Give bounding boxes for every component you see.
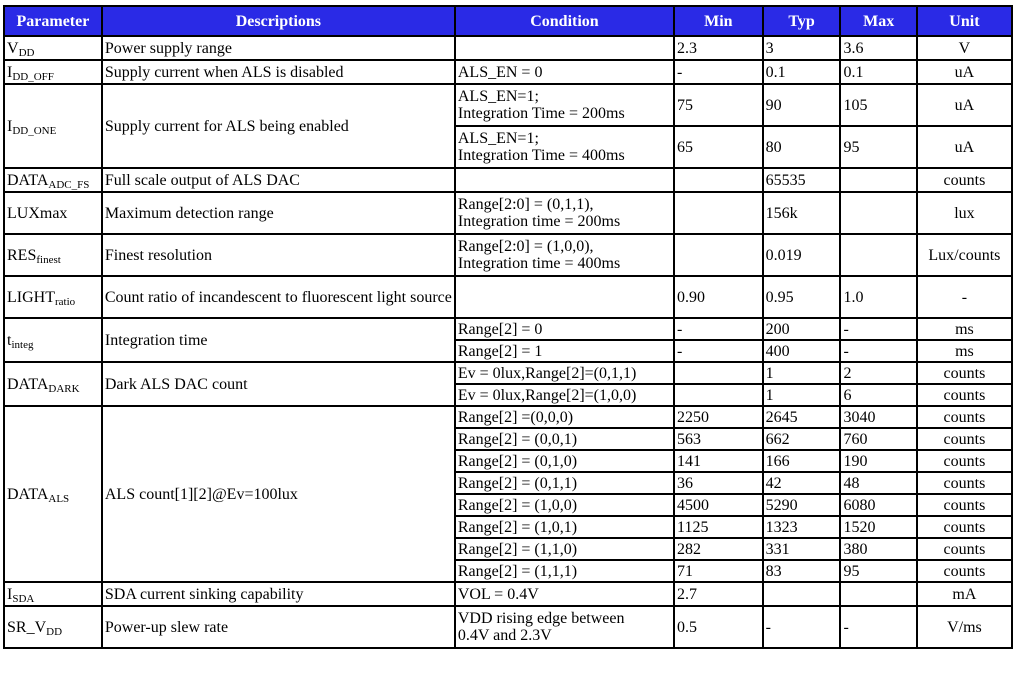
cell-description: Count ratio of incandescent to fluorescent light source — [102, 276, 455, 318]
cell-typ: 662 — [763, 428, 841, 450]
cell-description: Power-up slew rate — [102, 606, 455, 648]
cell-typ: 1 — [763, 384, 841, 406]
cell-min: 141 — [674, 450, 763, 472]
cell-typ: 2645 — [763, 406, 841, 428]
cell-min: 2250 — [674, 406, 763, 428]
table-row — [4, 168, 1012, 192]
cell-min — [674, 234, 763, 276]
cell-min: - — [674, 340, 763, 362]
cell-description: Full scale output of ALS DAC — [102, 168, 455, 192]
cell-unit: counts — [917, 494, 1012, 516]
spec-sheet — [3, 5, 1013, 649]
table-row — [4, 582, 1012, 606]
cell-typ: 200 — [763, 318, 841, 340]
cell-condition — [455, 36, 674, 60]
cell-unit: counts — [917, 560, 1012, 582]
cell-unit: uA — [917, 84, 1012, 126]
table-row — [4, 276, 1012, 318]
cell-unit: V/ms — [917, 606, 1012, 648]
cell-unit: mA — [917, 582, 1012, 606]
cell-min: 36 — [674, 472, 763, 494]
header-typ: Typ — [763, 6, 841, 36]
cell-description: Supply current for ALS being enabled — [102, 84, 455, 168]
cell-max: 1520 — [840, 516, 916, 538]
cell-max: - — [840, 606, 916, 648]
cell-max: 0.1 — [840, 60, 916, 84]
parameter-subscript: integ — [11, 338, 34, 351]
parameter-symbol: DATA — [7, 375, 49, 393]
cell-condition: Ev = 0lux,Range[2]=(0,1,1) — [455, 362, 674, 384]
table-row — [4, 606, 1012, 648]
cell-unit: ms — [917, 340, 1012, 362]
cell-max: 105 — [840, 84, 916, 126]
cell-description: Maximum detection range — [102, 192, 455, 234]
parameter-symbol: LUXmax — [7, 204, 68, 222]
parameter-symbol: I — [7, 63, 13, 81]
cell-condition — [455, 276, 674, 318]
cell-parameter — [4, 276, 102, 318]
cell-typ: 80 — [763, 126, 841, 168]
cell-typ: 400 — [763, 340, 841, 362]
cell-condition: Range[2] = (1,0,1) — [455, 516, 674, 538]
cell-unit: uA — [917, 60, 1012, 84]
parameter-subscript: ALS — [48, 492, 70, 505]
cell-min: 563 — [674, 428, 763, 450]
electrical-characteristics-table — [3, 5, 1013, 649]
table-body — [4, 36, 1012, 648]
parameter-subscript: DD — [46, 625, 63, 638]
cell-description: Power supply range — [102, 36, 455, 60]
parameter-subscript: DD_ONE — [12, 124, 57, 137]
cell-min: 282 — [674, 538, 763, 560]
cell-condition: Range[2] = (0,0,1) — [455, 428, 674, 450]
cell-min — [674, 168, 763, 192]
table-row — [4, 60, 1012, 84]
cell-unit: - — [917, 276, 1012, 318]
cell-parameter — [4, 60, 102, 84]
table-header-row — [4, 6, 1012, 36]
cell-typ: 1 — [763, 362, 841, 384]
cell-min — [674, 362, 763, 384]
parameter-symbol: DATA — [7, 485, 49, 503]
cell-description: SDA current sinking capability — [102, 582, 455, 606]
cell-typ: 90 — [763, 84, 841, 126]
cell-condition: ALS_EN=1; Integration Time = 200ms — [455, 84, 674, 126]
cell-max: 2 — [840, 362, 916, 384]
header-parameter: Parameter — [4, 6, 102, 36]
cell-unit: counts — [917, 384, 1012, 406]
cell-condition: VOL = 0.4V — [455, 582, 674, 606]
cell-min: 75 — [674, 84, 763, 126]
cell-unit: ms — [917, 318, 1012, 340]
cell-parameter — [4, 318, 102, 362]
cell-description: Finest resolution — [102, 234, 455, 276]
cell-min: 1125 — [674, 516, 763, 538]
cell-max: 6080 — [840, 494, 916, 516]
cell-min: 65 — [674, 126, 763, 168]
cell-condition: Range[2] = (1,1,0) — [455, 538, 674, 560]
cell-description: Dark ALS DAC count — [102, 362, 455, 406]
cell-parameter — [4, 84, 102, 168]
parameter-subscript: DARK — [48, 382, 80, 395]
cell-description: Integration time — [102, 318, 455, 362]
cell-max — [840, 582, 916, 606]
cell-unit: counts — [917, 428, 1012, 450]
cell-max: 6 — [840, 384, 916, 406]
parameter-symbol: LIGHT — [7, 288, 55, 306]
cell-max: 48 — [840, 472, 916, 494]
parameter-subscript: DD — [18, 46, 35, 59]
cell-min: 2.7 — [674, 582, 763, 606]
cell-unit: Lux/counts — [917, 234, 1012, 276]
cell-unit: V — [917, 36, 1012, 60]
parameter-symbol: V — [7, 39, 19, 57]
table-row — [4, 406, 1012, 428]
parameter-subscript: DD_OFF — [12, 70, 54, 83]
cell-condition: Range[2] = 0 — [455, 318, 674, 340]
parameter-subscript: SDA — [12, 592, 35, 605]
cell-min — [674, 384, 763, 406]
cell-condition: Range[2] = (1,0,0) — [455, 494, 674, 516]
cell-max: 190 — [840, 450, 916, 472]
cell-unit: counts — [917, 406, 1012, 428]
cell-max: 3040 — [840, 406, 916, 428]
cell-max: 95 — [840, 126, 916, 168]
cell-parameter — [4, 234, 102, 276]
cell-min: 0.5 — [674, 606, 763, 648]
header-max: Max — [840, 6, 916, 36]
cell-unit: counts — [917, 168, 1012, 192]
parameter-symbol: RES — [7, 246, 37, 264]
parameter-symbol: SR_V — [7, 618, 47, 636]
cell-typ: 83 — [763, 560, 841, 582]
cell-unit: uA — [917, 126, 1012, 168]
cell-min: - — [674, 318, 763, 340]
cell-parameter — [4, 192, 102, 234]
table-row — [4, 36, 1012, 60]
cell-typ: 0.95 — [763, 276, 841, 318]
table-row — [4, 362, 1012, 384]
cell-unit: counts — [917, 516, 1012, 538]
cell-min: 4500 — [674, 494, 763, 516]
cell-min: - — [674, 60, 763, 84]
parameter-symbol: DATA — [7, 171, 49, 189]
cell-description: ALS count[1][2]@Ev=100lux — [102, 406, 455, 582]
cell-condition: Range[2] = (1,1,1) — [455, 560, 674, 582]
table-row — [4, 84, 1012, 126]
cell-max: 1.0 — [840, 276, 916, 318]
cell-typ: 0.1 — [763, 60, 841, 84]
parameter-subscript: finest — [36, 253, 61, 266]
cell-parameter — [4, 362, 102, 406]
cell-typ: 166 — [763, 450, 841, 472]
cell-typ: 156k — [763, 192, 841, 234]
cell-min: 2.3 — [674, 36, 763, 60]
table-row — [4, 192, 1012, 234]
cell-parameter — [4, 582, 102, 606]
cell-condition: Range[2:0] = (1,0,0), Integration time = 400ms — [455, 234, 674, 276]
cell-unit: counts — [917, 362, 1012, 384]
cell-max: 760 — [840, 428, 916, 450]
cell-max: - — [840, 318, 916, 340]
cell-typ: 65535 — [763, 168, 841, 192]
cell-typ: 331 — [763, 538, 841, 560]
cell-condition: Range[2:0] = (0,1,1), Integration time = 200ms — [455, 192, 674, 234]
cell-condition: Range[2] = (0,1,1) — [455, 472, 674, 494]
cell-typ: 1323 — [763, 516, 841, 538]
cell-typ: 0.019 — [763, 234, 841, 276]
cell-unit: lux — [917, 192, 1012, 234]
cell-parameter — [4, 168, 102, 192]
cell-max — [840, 192, 916, 234]
cell-max: 380 — [840, 538, 916, 560]
cell-min: 71 — [674, 560, 763, 582]
cell-min — [674, 192, 763, 234]
cell-condition: ALS_EN=1; Integration Time = 400ms — [455, 126, 674, 168]
parameter-symbol: t — [7, 331, 12, 349]
cell-condition — [455, 168, 674, 192]
cell-max — [840, 234, 916, 276]
parameter-subscript: ADC_FS — [48, 178, 90, 191]
parameter-symbol: I — [7, 585, 13, 603]
cell-typ — [763, 582, 841, 606]
cell-min: 0.90 — [674, 276, 763, 318]
cell-unit: counts — [917, 450, 1012, 472]
cell-description: Supply current when ALS is disabled — [102, 60, 455, 84]
header-unit: Unit — [917, 6, 1012, 36]
cell-unit: counts — [917, 538, 1012, 560]
parameter-symbol: I — [7, 117, 13, 135]
cell-condition: Range[2] = (0,1,0) — [455, 450, 674, 472]
cell-parameter — [4, 606, 102, 648]
cell-condition: Range[2] = 1 — [455, 340, 674, 362]
cell-unit: counts — [917, 472, 1012, 494]
header-min: Min — [674, 6, 763, 36]
header-condition: Condition — [455, 6, 674, 36]
table-row — [4, 234, 1012, 276]
parameter-subscript: ratio — [54, 295, 76, 308]
cell-max: 3.6 — [840, 36, 916, 60]
cell-parameter — [4, 36, 102, 60]
cell-max: - — [840, 340, 916, 362]
cell-condition: ALS_EN = 0 — [455, 60, 674, 84]
header-descriptions: Descriptions — [102, 6, 455, 36]
cell-max — [840, 168, 916, 192]
cell-typ: 42 — [763, 472, 841, 494]
cell-typ: - — [763, 606, 841, 648]
cell-max: 95 — [840, 560, 916, 582]
cell-condition: Range[2] =(0,0,0) — [455, 406, 674, 428]
cell-typ: 3 — [763, 36, 841, 60]
cell-condition: Ev = 0lux,Range[2]=(1,0,0) — [455, 384, 674, 406]
cell-typ: 5290 — [763, 494, 841, 516]
cell-parameter — [4, 406, 102, 582]
cell-condition: VDD rising edge between 0.4V and 2.3V — [455, 606, 674, 648]
table-row — [4, 318, 1012, 340]
